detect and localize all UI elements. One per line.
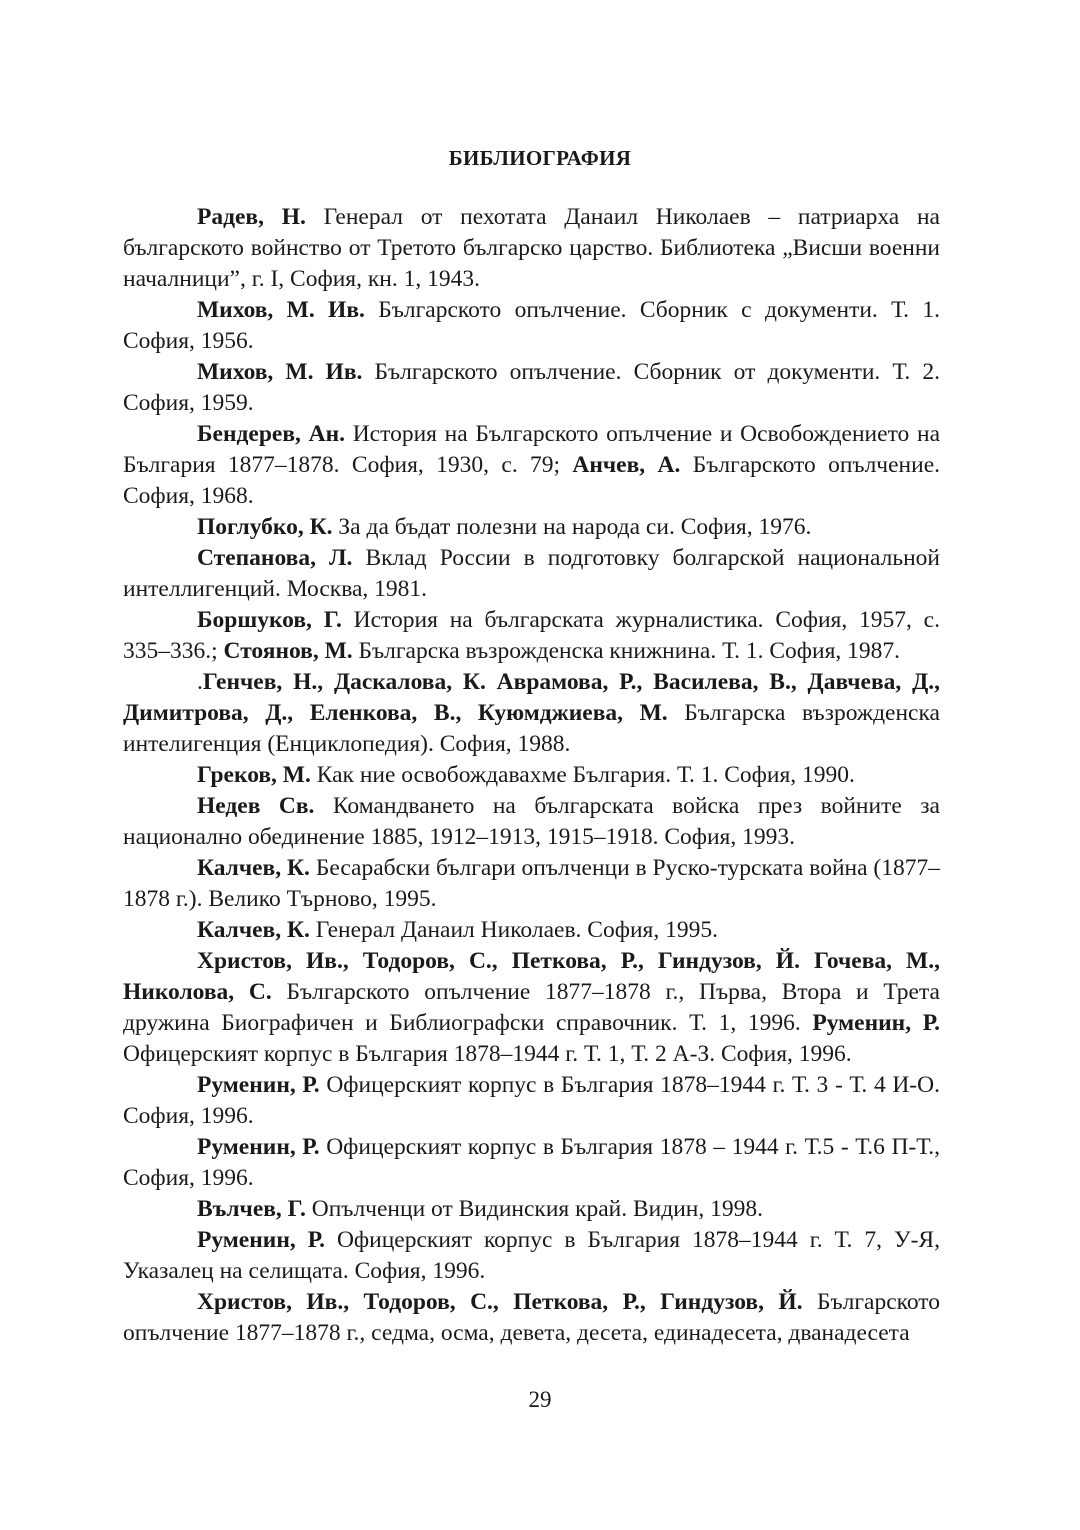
author-name: Поглубко, К. [197,514,333,540]
bibliography-entry [123,543,940,605]
entry-text: Бесарабски българи опълченци в Руско-турската война (1877–1878 г.). Велико Търново, 1995. [123,855,940,912]
author-name: Христов, Ив., Тодоров, С., Петкова, Р., Гиндузов, Й. [197,1289,803,1315]
page-title: БИБЛИОГРАФИЯ [448,146,632,170]
entry-text: Българска възрожденска интелигенция (Енциклопедия). София, 1988. [123,700,940,757]
entry-text: Офицерският корпус в България 1878–1944 г. Т. 1, Т. 2 А-З. София, 1996. [123,1041,852,1067]
author-name: Генчев, Н., Даскалова, К. Аврамова, Р., Василева, В., Давчева, Д., Димитрова, Д., Еленкова, В., Куюмджиева, М. [123,669,940,726]
entry-text: Опълченци от Видинския край. Видин, 1998. [305,1196,763,1222]
entry-text: Офицерският корпус в България 1878–1944 г. Т. 7, У-Я, Указалец на селищата. София, 1996. [123,1227,940,1284]
entry-text: Българското опълчение. Сборник от документи. Т. 2. София, 1959. [123,359,940,416]
entry-text: Командването на българската войска през войните за национално обединение 1885, 1912–1913, 1915–1918. София, 1993. [123,793,940,850]
entry-text: Генерал от пехотата Данаил Николаев – патриарха на българското войнство от Третото българско царство. Библиотека „Висши военни началници”, г. I, София, кн. 1, 1943. [123,204,940,292]
bibliography-entry [123,512,940,543]
bibliography-entry [123,667,940,760]
bibliography-entry [123,202,940,295]
bibliography-entry [123,946,940,1070]
entry-text: История на българската журналистика. София, 1957, с. 335–336.; [123,607,940,664]
author-name: Анчев, А. [572,452,681,478]
bibliography-entry [123,419,940,512]
bibliography-entry [123,357,940,419]
bibliography-entry [123,1287,940,1349]
author-name: Руменин, Р. [197,1227,325,1253]
entry-text: Как ние освобождавахме България. Т. 1. София, 1990. [310,762,855,788]
author-name: Стоянов, М. [223,638,353,664]
author-name: Руменин, Р. [812,1010,940,1036]
author-name: Руменин, Р. [197,1072,320,1098]
page-number: 29 [528,1387,552,1412]
author-name: Недев Св. [197,793,315,819]
entry-text: Българска възрожденска книжнина. Т. 1. София, 1987. [352,638,901,664]
entry-text: История на Българското опълчение и Освобождението на България 1877–1878. София, 1930, с. 79; [123,421,940,478]
entry-text: Българското опълчение 1877–1878 г., Първа, Втора и Трета дружина Биографичен и Библиографски справочник. Т. 1, 1996. [123,979,940,1036]
entry-text: За да бъдат полезни на народа си. София, 1976. [332,514,812,540]
entry-text: Офицерският корпус в България 1878–1944 г. Т. 3 - Т. 4 И-О. София, 1996. [123,1072,940,1129]
author-name: Радев, Н. [197,204,306,230]
entry-text: . [197,669,203,695]
bibliography-entry [123,1070,940,1132]
entry-text: Българското опълчение 1877–1878 г., седма, осма, девета, десета, единадесета, дванадесета [123,1289,940,1346]
bibliography-entry [123,760,940,791]
bibliography-entry [123,1132,940,1194]
entry-text: Вклад России в подготовку болгарской национальной интеллигенций. Москва, 1981. [123,545,940,602]
author-name: Христов, Ив., Тодоров, С., Петкова, Р., Гиндузов, Й. Гочева, М., Николова, С. [123,948,940,1005]
author-name: Михов, М. Ив. [197,297,365,323]
entry-text: Българското опълчение. Сборник с документи. Т. 1. София, 1956. [123,297,940,354]
entry-text: Българското опълчение. София, 1968. [123,452,940,509]
author-name: Калчев, К. [197,855,310,881]
bibliography-entry [123,605,940,667]
bibliography-entry [123,853,940,915]
bibliography-entry [123,1225,940,1287]
author-name: Степанова, Л. [197,545,353,571]
author-name: Руменин, Р. [197,1134,320,1160]
bibliography-entry [123,791,940,853]
author-name: Михов, М. Ив. [197,359,363,385]
entry-text: Офицерският корпус в България 1878 – 1944 г. Т.5 - Т.6 П-Т., София, 1996. [123,1134,940,1191]
bibliography-entry [123,915,940,946]
entry-text: Генерал Данаил Николаев. София, 1995. [309,917,718,943]
author-name: Калчев, К. [197,917,310,943]
bibliography-entry [123,295,940,357]
bibliography-list [123,202,940,1349]
author-name: Бендерев, Ан. [197,421,345,447]
bibliography-entry [123,1194,940,1225]
author-name: Вълчев, Г. [197,1196,306,1222]
author-name: Боршуков, Г. [197,607,342,633]
author-name: Греков, М. [197,762,311,788]
